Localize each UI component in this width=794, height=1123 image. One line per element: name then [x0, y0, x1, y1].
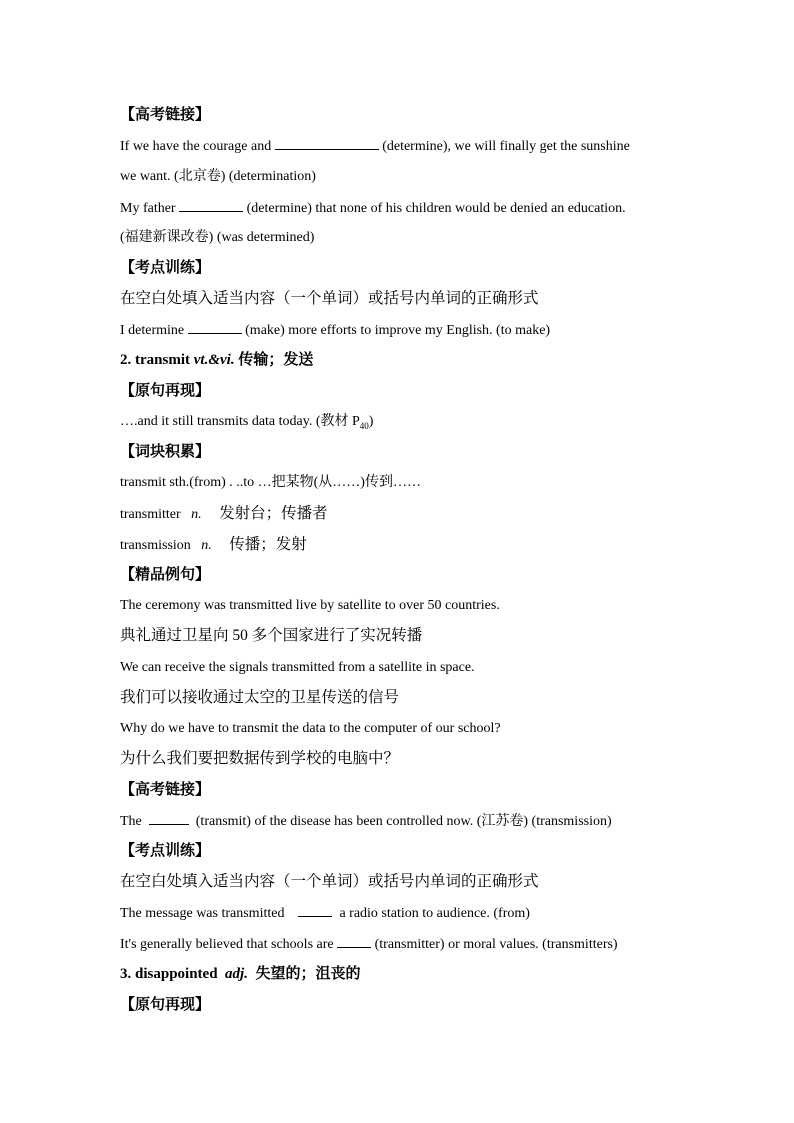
section-heading: 【原句再现】 — [120, 997, 211, 1013]
exercise-line: I determine (make) more efforts to improve my English. (to make) — [120, 323, 551, 338]
section-heading: 【原句再现】 — [120, 383, 211, 399]
answer-blank[interactable] — [298, 904, 332, 917]
exam-example-line: The (transmit) of the disease has been controlled now. (江苏卷) (transmission) — [120, 814, 612, 829]
instruction-text: 在空白处填入适当内容（一个单词）或括号内单词的正确形式 — [120, 873, 539, 890]
exercise-line: The message was transmitted a radio station to audience. (from) — [120, 906, 530, 921]
example-sentence-en: We can receive the signals transmitted from a satellite in space. — [120, 660, 475, 675]
chunk-item: transmission n. 传播；发射 — [120, 536, 307, 553]
chunk-item: transmitter n. 发射台；传播者 — [120, 505, 328, 522]
original-sentence: ….and it still transmits data today. (教材 $P_{40}$) — [120, 414, 374, 431]
example-sentence-en: The ceremony was transmitted live by satellite to over 50 countries. — [120, 598, 500, 613]
exam-example-line: My father (determine) that none of his children would be denied an education. — [120, 201, 626, 216]
exam-example-source: (福建新课改卷) (was determined) — [120, 230, 315, 245]
section-heading: 【高考链接】 — [120, 107, 211, 123]
exam-example-line: If we have the courage and (determine), we will finally get the sunshine — [120, 139, 630, 154]
section-heading: 【考点训练】 — [120, 843, 211, 859]
answer-blank[interactable] — [188, 321, 242, 334]
chunk-item: transmit sth.(from) . ..to …把某物(从……)传到…… — [120, 475, 421, 490]
exercise-line: It's generally believed that schools are (transmitter) or moral values. (transmitters) — [120, 937, 618, 952]
section-heading: 【考点训练】 — [120, 260, 211, 276]
exam-example-source: we want. (北京卷) (determination) — [120, 169, 316, 184]
answer-blank[interactable] — [275, 137, 379, 150]
example-sentence-zh: 为什么我们要把数据传到学校的电脑中？ — [120, 750, 400, 767]
answer-blank[interactable] — [179, 199, 243, 212]
word-entry-heading: 2. transmit vt.&vi. 传输；发送 — [120, 352, 314, 368]
section-heading: 【词块积累】 — [120, 444, 211, 460]
example-sentence-en: Why do we have to transmit the data to the computer of our school? — [120, 721, 501, 736]
example-sentence-zh: 典礼通过卫星向 50 多个国家进行了实况转播 — [120, 627, 423, 644]
instruction-text: 在空白处填入适当内容（一个单词）或括号内单词的正确形式 — [120, 290, 539, 307]
answer-blank[interactable] — [337, 935, 371, 948]
section-heading: 【精品例句】 — [120, 567, 211, 583]
answer-blank[interactable] — [149, 812, 189, 825]
word-entry-heading: 3. disappointed adj. 失望的；沮丧的 — [120, 966, 361, 982]
section-heading: 【高考链接】 — [120, 782, 211, 798]
example-sentence-zh: 我们可以接收通过太空的卫星传送的信号 — [120, 689, 400, 706]
